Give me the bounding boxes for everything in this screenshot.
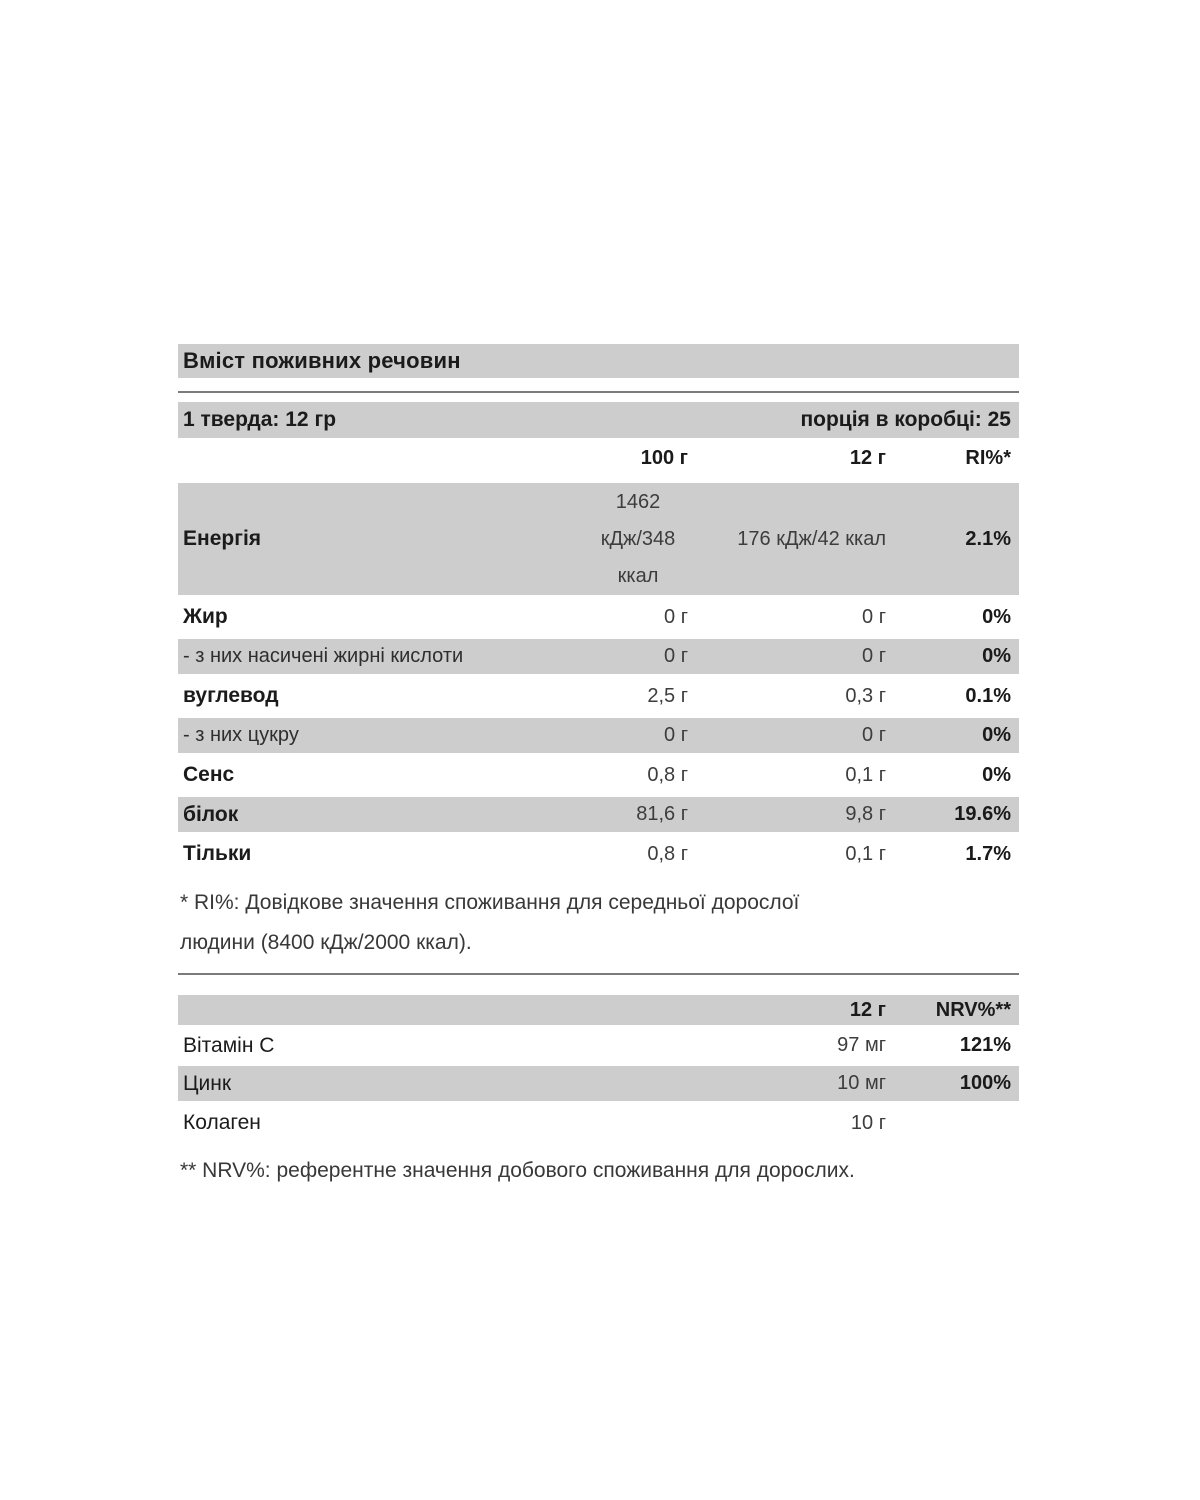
cell-label: Жир	[183, 605, 228, 628]
serving-info-bar	[178, 402, 1019, 438]
divider-line	[178, 973, 1019, 975]
cell-per100: 81,6 г	[636, 803, 688, 825]
cell-per12: 0 г	[862, 724, 886, 746]
cell-per100: 0,8 г	[647, 842, 688, 865]
row-zinc	[178, 1066, 1019, 1101]
column-header-row	[178, 438, 1019, 478]
row-vitamin-c	[178, 1025, 1019, 1066]
cell-nrv: 100%	[959, 1072, 1011, 1094]
cell-ri: 0.1%	[965, 684, 1011, 707]
cell-ri: 1.7%	[965, 842, 1011, 865]
cell-per100: 0 г	[664, 724, 688, 746]
section-title: Вміст поживних речовин	[183, 348, 461, 373]
cell-per100: 0 г	[664, 645, 688, 667]
cell-per12: 10 г	[850, 1111, 886, 1134]
nrv-footnote	[178, 1151, 1019, 1191]
cell-per12: 97 мг	[837, 1034, 886, 1056]
row-collagen	[178, 1101, 1019, 1145]
cell-per12: 0 г	[862, 605, 886, 628]
col-header-per12: 12 г	[849, 446, 886, 469]
row-energy	[178, 483, 1019, 595]
cell-ri: 0%	[982, 763, 1011, 786]
nutrition-table	[178, 438, 1019, 876]
cell-label: - з них цукру	[183, 724, 299, 746]
cell-per100: 0 г	[664, 605, 688, 628]
col-header-per100: 100 г	[640, 446, 688, 469]
cell-per12: 10 мг	[837, 1072, 886, 1094]
cell-label: Сенс	[183, 763, 235, 786]
cell-ri: 0%	[982, 724, 1011, 746]
cell-label: Колаген	[183, 1111, 261, 1134]
cell-ri: 19.6%	[954, 803, 1011, 825]
row-saturated-fat	[178, 639, 1019, 674]
row-sens	[178, 753, 1019, 797]
col-header-nrv: NRV%**	[935, 998, 1011, 1021]
col-header-ri: RI%*	[965, 446, 1011, 469]
cell-per100	[538, 484, 688, 595]
supplement-header-row	[178, 995, 1019, 1025]
cell-label: Цинк	[183, 1071, 232, 1095]
section-title-bar	[178, 344, 1019, 378]
cell-ri: 2.1%	[965, 527, 1011, 550]
nrv-footnote-text: ** NRV%: референтне значення добового споживання для дорослих.	[180, 1159, 855, 1182]
cell-per100: 0,8 г	[647, 763, 688, 786]
cell-per100: 2,5 г	[647, 684, 688, 707]
cell-per12: 9,8 г	[845, 803, 886, 825]
supplement-table	[178, 995, 1019, 1145]
cell-per12: 0,1 г	[845, 763, 886, 786]
row-sugars	[178, 718, 1019, 753]
cell-per12: 0,1 г	[845, 842, 886, 865]
servings-per-box: порція в коробці: 25	[800, 408, 1011, 431]
energy-per100-value: 1462 кДж/348 ккал	[600, 490, 676, 587]
cell-label: Вітамін C	[183, 1033, 275, 1057]
cell-per12: 176 кДж/42 ккал	[737, 527, 886, 550]
cell-ri: 0%	[982, 645, 1011, 667]
divider-line	[178, 391, 1019, 393]
ri-footnote	[178, 883, 1019, 963]
cell-label: Енергія	[183, 527, 262, 550]
cell-per12: 0,3 г	[845, 684, 886, 707]
cell-label: Тільки	[183, 842, 252, 865]
row-fat	[178, 595, 1019, 639]
cell-ri: 0%	[982, 605, 1011, 628]
ri-footnote-line1: * RI%: Довідкове значення споживання для середньої дорослої	[180, 891, 800, 914]
cell-label: білок	[183, 802, 239, 826]
nutrition-facts-sheet	[178, 344, 1019, 1191]
col-header-per12: 12 г	[849, 998, 886, 1021]
ri-footnote-line2: людини (8400 кДж/2000 ккал).	[180, 931, 472, 954]
row-carbohydrate	[178, 674, 1019, 718]
cell-nrv: 121%	[959, 1034, 1011, 1056]
serving-size: 1 тверда: 12 гр	[183, 408, 337, 431]
row-protein	[178, 797, 1019, 832]
cell-per12: 0 г	[862, 645, 886, 667]
cell-label: вуглевод	[183, 684, 279, 707]
row-tilky	[178, 832, 1019, 876]
cell-label: - з них насичені жирні кислоти	[183, 645, 464, 667]
